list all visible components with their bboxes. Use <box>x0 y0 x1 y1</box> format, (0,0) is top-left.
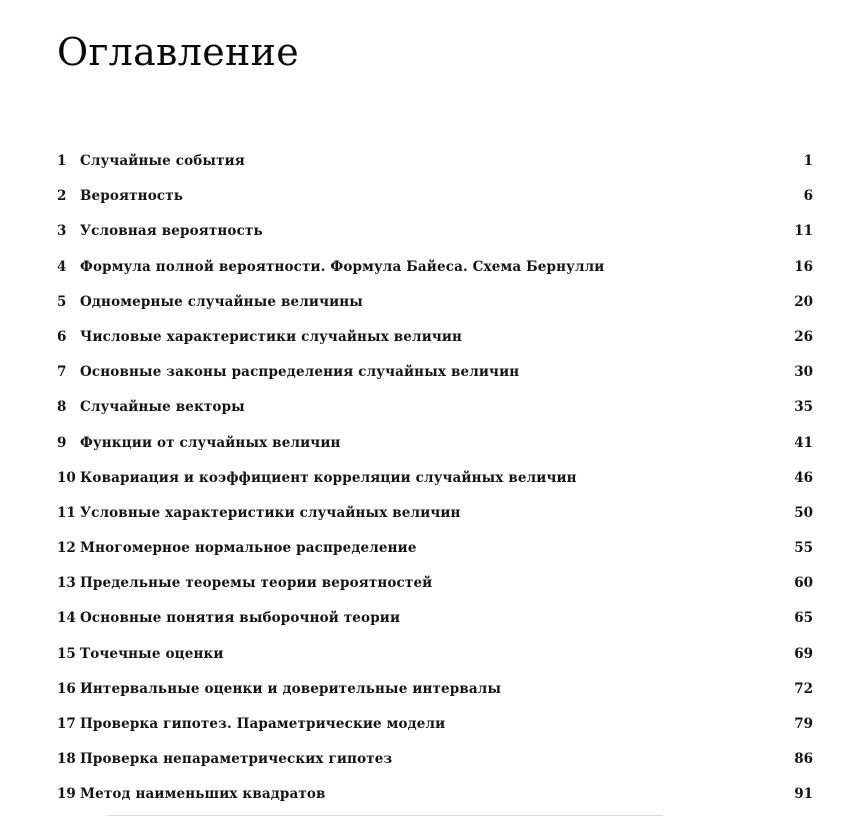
toc-entry-label[interactable]: Вероятность <box>80 188 184 205</box>
toc-entry-number: 7 <box>57 364 67 381</box>
toc-entry-number: 16 <box>57 680 76 697</box>
toc-entry-number: 9 <box>57 434 67 451</box>
toc-entry-14[interactable] <box>57 610 813 645</box>
toc-entry-number: 1 <box>57 153 67 169</box>
toc-entry-label[interactable]: Точечные оценки <box>80 645 224 662</box>
toc-entry-label[interactable]: Функции от случайных величин <box>80 434 341 451</box>
toc-entry-label[interactable]: Случайные векторы <box>80 399 245 416</box>
toc-entry-label[interactable]: Метод наименьших квадратов <box>80 786 326 803</box>
toc-entry-10[interactable] <box>57 470 813 505</box>
toc-entry-label[interactable]: Ковариация и коэффициент корреляции случайных величин <box>80 469 577 486</box>
toc-entry-13[interactable] <box>57 575 813 610</box>
toc-entry-label[interactable]: Условная вероятность <box>80 223 263 240</box>
toc-entry-number: 5 <box>57 293 67 310</box>
toc-entry-page[interactable]: 50 <box>794 504 813 521</box>
toc-entry-5[interactable] <box>57 294 813 329</box>
toc-entry-page[interactable]: 79 <box>794 716 813 732</box>
toc-entry-number: 19 <box>57 786 76 803</box>
toc-entry-number: 13 <box>57 575 76 592</box>
toc-entry-9[interactable] <box>57 435 813 470</box>
toc-entry-page[interactable]: 41 <box>794 434 813 451</box>
toc-entry-label[interactable]: Интервальные оценки и доверительные интервалы <box>80 680 502 697</box>
toc-entry-8[interactable] <box>57 399 813 434</box>
toc-entry-16[interactable] <box>57 681 813 716</box>
toc-entry-number: 11 <box>57 504 76 521</box>
toc-entry-page[interactable]: 72 <box>794 680 813 697</box>
toc-entry-label[interactable]: Формула полной вероятности. Формула Байеса. Схема Бернулли <box>80 258 605 275</box>
toc-entry-page[interactable]: 35 <box>794 399 813 416</box>
toc-entry-page[interactable]: 6 <box>803 188 813 205</box>
toc-entry-page[interactable]: 20 <box>794 293 813 310</box>
toc-entry-page[interactable]: 65 <box>794 610 813 627</box>
toc-entry-number: 8 <box>57 399 67 416</box>
toc-entry-1[interactable] <box>57 153 813 188</box>
toc-entry-label[interactable]: Проверка непараметрических гипотез <box>80 751 393 768</box>
toc-entry-label[interactable]: Предельные теоремы теории вероятностей <box>80 575 433 592</box>
toc-entry-number: 10 <box>57 469 76 486</box>
toc-entry-number: 2 <box>57 188 67 205</box>
toc-entry-label[interactable]: Многомерное нормальное распределение <box>80 540 417 557</box>
toc-entry-4[interactable] <box>57 259 813 294</box>
toc-entry-number: 12 <box>57 540 76 557</box>
toc-entry-page[interactable]: 16 <box>794 258 813 275</box>
toc-entry-page[interactable]: 11 <box>794 223 813 240</box>
toc-entry-label[interactable]: Основные понятия выборочной теории <box>80 610 401 627</box>
toc-entry-label[interactable]: Случайные события <box>80 153 245 169</box>
toc-entry-12[interactable] <box>57 540 813 575</box>
table-of-contents <box>57 153 813 822</box>
toc-entry-label[interactable]: Основные законы распределения случайных величин <box>80 364 520 381</box>
toc-entry-page[interactable]: 69 <box>794 645 813 662</box>
toc-entry-number: 6 <box>57 328 67 345</box>
toc-entry-number: 14 <box>57 610 76 627</box>
toc-entry-number: 18 <box>57 751 76 768</box>
toc-entry-label[interactable]: Числовые характеристики случайных величин <box>80 328 463 345</box>
toc-entry-page[interactable]: 86 <box>794 751 813 768</box>
toc-entry-2[interactable] <box>57 188 813 223</box>
page-divider <box>107 815 663 816</box>
toc-entry-number: 15 <box>57 645 76 662</box>
toc-entry-number: 17 <box>57 716 76 732</box>
toc-entry-label[interactable]: Проверка гипотез. Параметрические модели <box>80 716 446 732</box>
toc-entry-label[interactable]: Условные характеристики случайных величин <box>80 504 461 521</box>
toc-entry-page[interactable]: 1 <box>803 153 813 169</box>
toc-entry-label[interactable]: Одномерные случайные величины <box>80 293 363 310</box>
toc-title: Оглавление <box>57 30 300 74</box>
toc-entry-17[interactable] <box>57 716 813 751</box>
toc-entry-page[interactable]: 26 <box>794 328 813 345</box>
toc-entry-6[interactable] <box>57 329 813 364</box>
toc-entry-number: 4 <box>57 258 67 275</box>
toc-entry-page[interactable]: 30 <box>794 364 813 381</box>
toc-entry-number: 3 <box>57 223 67 240</box>
toc-entry-page[interactable]: 46 <box>794 469 813 486</box>
toc-entry-7[interactable] <box>57 364 813 399</box>
toc-entry-15[interactable] <box>57 646 813 681</box>
toc-entry-page[interactable]: 91 <box>794 786 813 803</box>
toc-entry-3[interactable] <box>57 223 813 258</box>
toc-entry-18[interactable] <box>57 751 813 786</box>
toc-entry-19[interactable] <box>57 786 813 821</box>
toc-entry-page[interactable]: 55 <box>794 540 813 557</box>
toc-entry-page[interactable]: 60 <box>794 575 813 592</box>
toc-entry-11[interactable] <box>57 505 813 540</box>
